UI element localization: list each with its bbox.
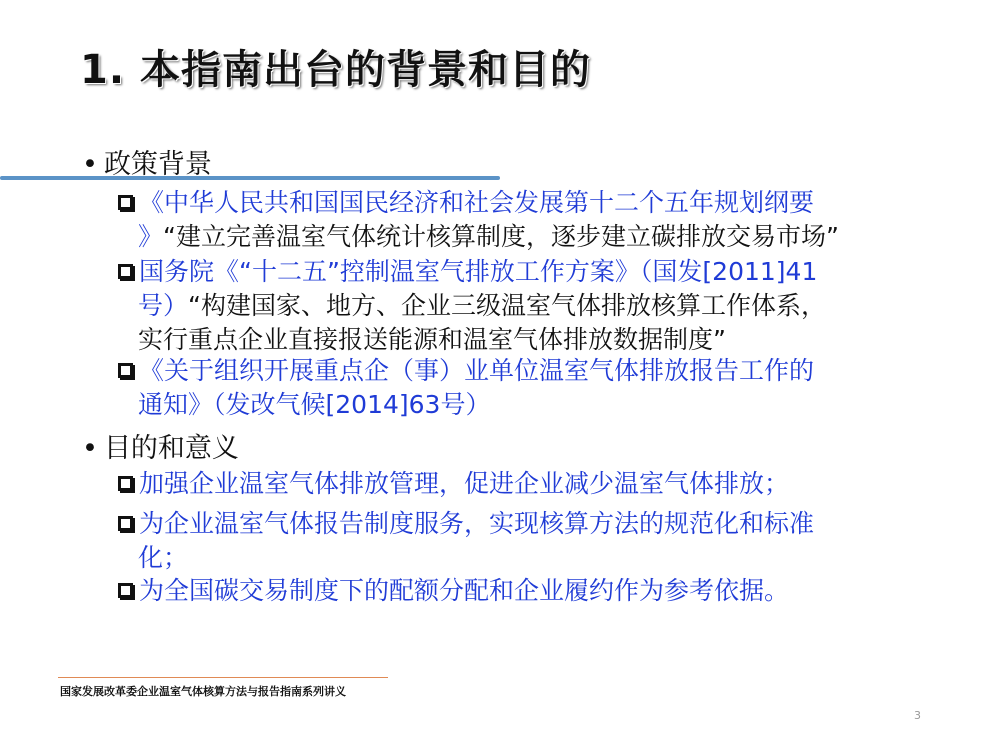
item-text-blue: 通知》（发改气候[2014]63号） [138, 390, 491, 419]
footer-caption: 国家发展改革委企业温室气体核算方法与报告指南系列讲义 [60, 685, 346, 698]
item-text-blue: 为企业温室气体报告制度服务，实现核算方法的规范化和标准 [139, 509, 815, 538]
checkbox-bullet-icon [118, 476, 133, 491]
item-text-blue: 》 [138, 222, 164, 251]
item-line [118, 507, 958, 541]
page-number: 3 [914, 709, 921, 722]
section-heading-policy [82, 142, 212, 181]
item-line [118, 289, 958, 323]
item-line [118, 186, 958, 220]
list-item [118, 574, 958, 608]
item-text-quote: “构建国家、地方、企业三级温室气体排放核算工作体系， [188, 291, 826, 320]
section-heading-purpose [82, 426, 239, 465]
item-text-quote: 实行重点企业直接报送能源和温室气体排放数据制度” [138, 325, 726, 354]
list-item [118, 354, 958, 422]
item-text-blue: 《中华人民共和国国民经济和社会发展第十二个五年规划纲要 [139, 188, 815, 217]
item-line [118, 467, 958, 501]
item-text-blue: 加强企业温室气体排放管理，促进企业减少温室气体排放； [139, 469, 790, 498]
item-line [118, 323, 958, 357]
checkbox-bullet-icon [118, 363, 133, 378]
item-text-blue: 《关于组织开展重点企（事）业单位温室气体排放报告工作的 [139, 356, 815, 385]
item-line [118, 541, 958, 575]
list-item [118, 507, 958, 575]
item-text-blue: 国务院《“十二五”控制温室气排放工作方案》（国发[2011]41 [139, 257, 818, 286]
item-text-blue: 化； [138, 543, 189, 572]
checkbox-bullet-icon [118, 264, 133, 279]
list-item [118, 186, 958, 254]
bullet-dot: • [82, 149, 98, 180]
item-line [118, 255, 958, 289]
item-line [118, 220, 958, 254]
item-text-quote: “建立完善温室气体统计核算制度，逐步建立碳排放交易市场” [163, 222, 839, 251]
list-item [118, 255, 958, 357]
bullet-dot: • [82, 433, 98, 464]
checkbox-bullet-icon [118, 583, 133, 598]
checkbox-bullet-icon [118, 516, 133, 531]
item-line [118, 354, 958, 388]
list-item [118, 467, 958, 501]
section-heading-label: 政策背景 [103, 149, 212, 180]
item-text-blue: 号） [138, 291, 189, 320]
accent-divider [0, 176, 500, 180]
footer-divider [58, 677, 388, 678]
section-heading-label: 目的和意义 [103, 433, 239, 464]
item-line [118, 388, 958, 422]
checkbox-bullet-icon [118, 195, 133, 210]
item-text-blue: 为全国碳交易制度下的配额分配和企业履约作为参考依据。 [139, 576, 790, 605]
slide-title: 1. 本指南出台的背景和目的 [80, 47, 591, 93]
item-line [118, 574, 958, 608]
